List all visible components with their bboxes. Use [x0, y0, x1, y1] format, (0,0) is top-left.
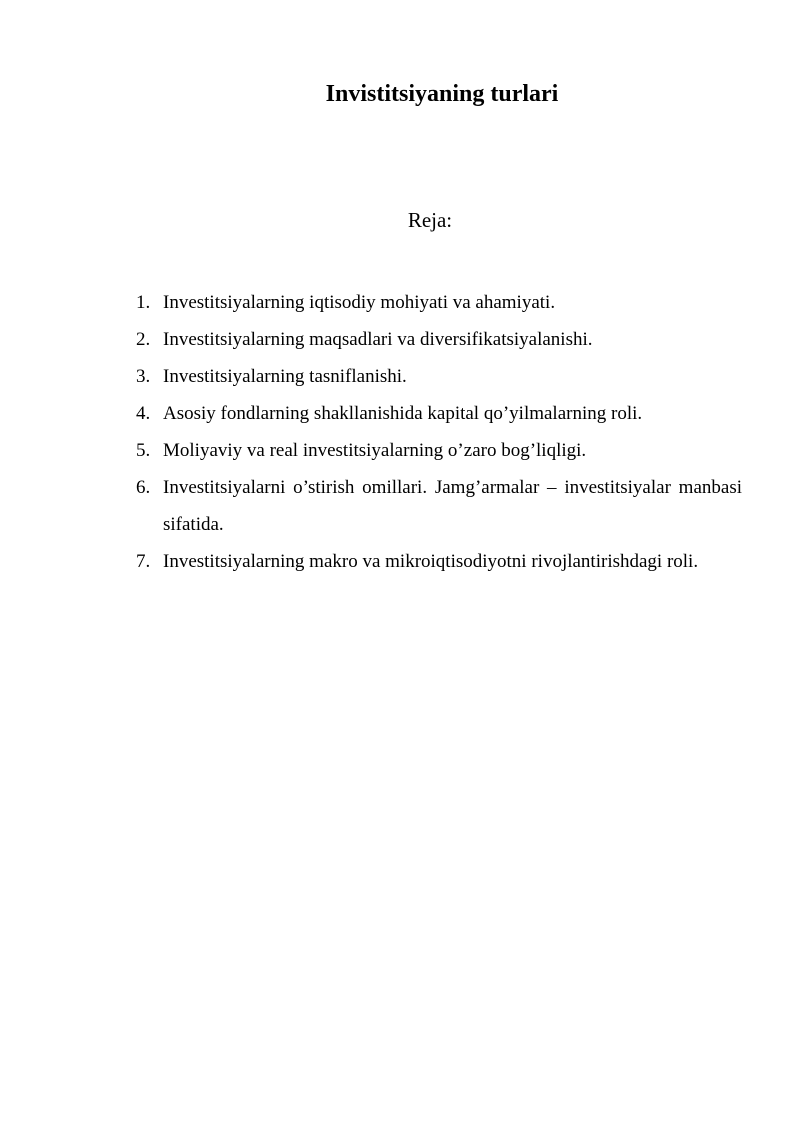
plan-item-text: Asosiy fondlarning shakllanishida kapital qo’yilmalarning roli. — [163, 403, 643, 424]
plan-item-number: 3. — [136, 366, 151, 387]
plan-item-number: 2. — [136, 329, 151, 350]
plan-item-6 — [136, 469, 742, 543]
plan-item-1 — [136, 284, 742, 321]
plan-heading: Reja: — [407, 208, 453, 232]
plan-item-text: Moliyaviy va real investitsiyalarning o’zaro bog’liqligi. — [163, 440, 587, 461]
plan-item-3 — [136, 358, 742, 395]
plan-item-number: 4. — [136, 403, 151, 424]
plan-item-7 — [136, 543, 742, 580]
plan-item-2 — [136, 321, 742, 358]
plan-item-text: Investitsiyalarning makro va mikroiqtisodiyotni rivojlantirishdagi roli. — [163, 551, 699, 572]
plan-item-number: 7. — [136, 551, 151, 572]
plan-item-text: Investitsiyalarni o’stirish omillari. Jamg’armalar – investitsiyalar manbasi sifatida. — [163, 477, 742, 535]
plan-list — [136, 284, 742, 580]
document-title: Invistitsiyaning turlari — [325, 81, 559, 107]
plan-item-4 — [136, 395, 742, 432]
plan-item-number: 1. — [136, 292, 151, 313]
plan-item-5 — [136, 432, 742, 469]
plan-item-text: Investitsiyalarning tasniflanishi. — [163, 366, 407, 387]
plan-item-text: Investitsiyalarning iqtisodiy mohiyati va ahamiyati. — [163, 292, 556, 313]
plan-item-text: Investitsiyalarning maqsadlari va diversifikatsiyalanishi. — [163, 329, 593, 350]
plan-item-number: 6. — [136, 477, 151, 498]
plan-item-number: 5. — [136, 440, 151, 461]
